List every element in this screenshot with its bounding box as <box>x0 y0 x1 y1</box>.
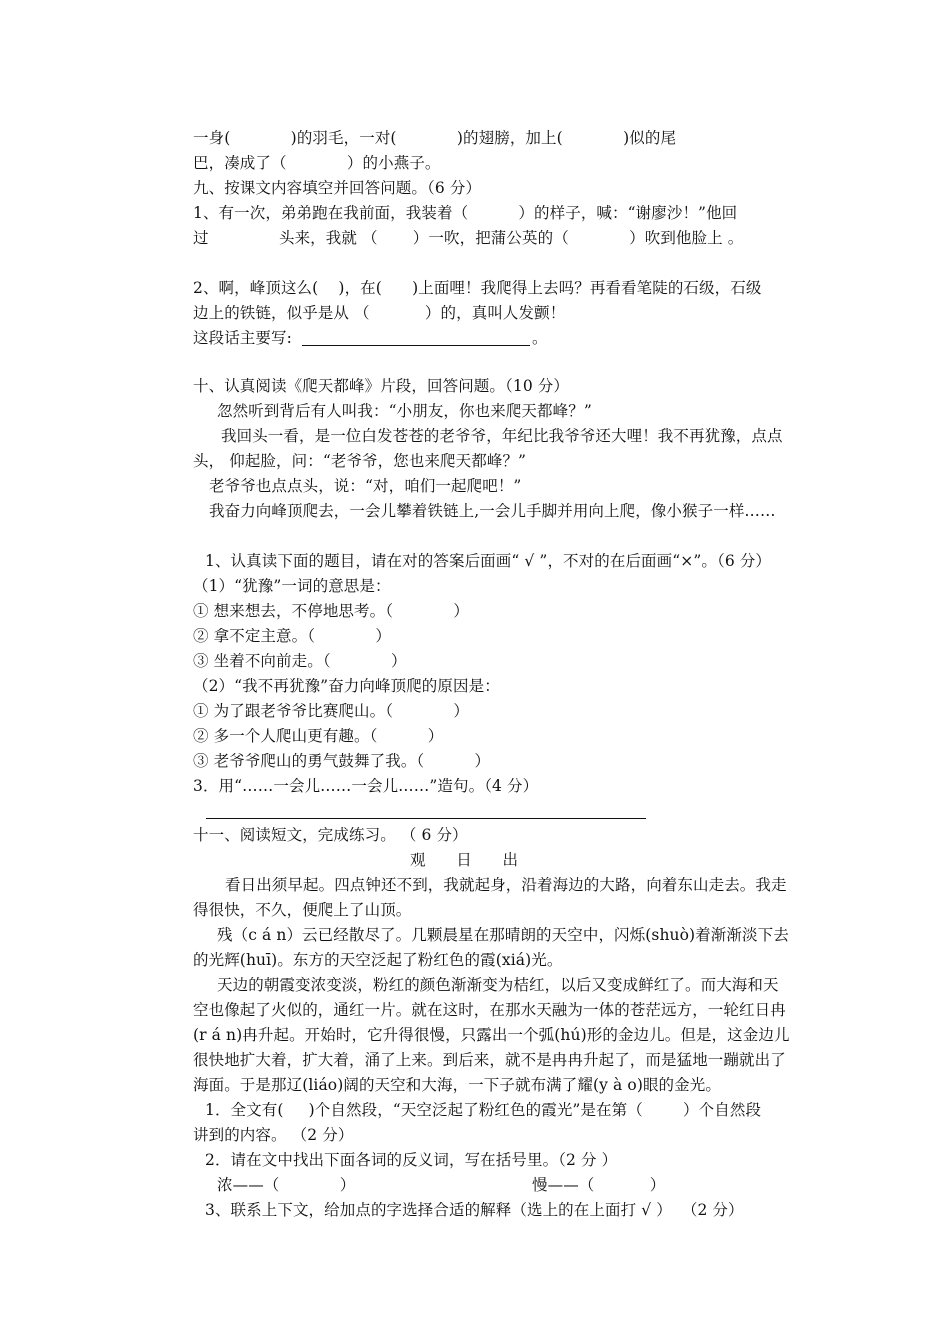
question-line: 2．请在文中找出下面各词的反义词，写在括号里。（2 分 ） <box>205 1151 618 1169</box>
option-line: ① 为了跟老爷爷比赛爬山。（ ） <box>193 702 470 720</box>
text-line: 巴，凑成了（ ）的小燕子。 <box>193 154 441 172</box>
section-heading-11: 十一、阅读短文，完成练习。 （ 6 分） <box>193 826 468 844</box>
passage-line: 忽然听到背后有人叫我：“小朋友，你也来爬天都峰？” <box>217 402 592 420</box>
option-line: ② 拿不定主意。（ ） <box>193 627 392 645</box>
text-line: 过 头来，我就 （ ）一吹，把蒲公英的（ ）吹到他脸上 。 <box>193 229 744 247</box>
summary-prompt: 这段话主要写: <box>193 329 292 347</box>
section-heading-10: 十、认真阅读《爬天都峰》片段，回答问题。（10 分） <box>193 377 570 395</box>
question-line: 讲到的内容。 （2 分） <box>193 1126 354 1144</box>
passage-line: 看日出须早起。四点钟还不到，我就起身，沿着海边的大路，向着东山走去。我走 <box>225 876 787 894</box>
passage-line: 天边的朝霞变浓变淡，粉红的颜色渐渐变为桔红，以后又变成鲜红了。而大海和天 <box>217 976 779 994</box>
passage-line: 空也像起了火似的，通红一片。就在这时，在那水天融为一体的苍茫远方，一轮红日冉 <box>193 1001 786 1019</box>
question-line: 3．用“……一会儿……一会儿……”造句。（4 分） <box>193 777 539 795</box>
passage-line: (r á n)冉升起。开始时，它升得很慢，只露出一个弧(hú)形的金边儿。但是，这金边儿 <box>193 1026 790 1044</box>
option-line: ② 多一个人爬山更有趣。（ ） <box>193 727 444 745</box>
summary-end-mark: 。 <box>532 329 548 347</box>
question-line: 3、联系上下文，给加点的字选择合适的解释（选上的在上面打 √ ） （2 分） <box>205 1201 744 1219</box>
passage-line: 的光辉(huī)。东方的天空泛起了粉红色的霞(xiá)光。 <box>193 951 563 969</box>
answer-line <box>206 818 646 819</box>
text-line: 边上的铁链，似乎是从 （ ）的，真叫人发颤！ <box>193 304 566 322</box>
passage-line: 老爷爷也点点头，说：“对，咱们一起爬吧！” <box>209 477 522 495</box>
question-line: （2）“我不再犹豫”奋力向峰顶爬的原因是： <box>193 677 500 695</box>
antonym-item: 慢——（ ） <box>532 1176 666 1194</box>
text-line: 2、啊，峰顶这么( )，在( )上面哩！我爬得上去吗？再看看笔陡的石级，石级 <box>193 279 762 297</box>
question-line: 1、认真读下面的题目，请在对的答案后面画“ √ ”，不对的在后面画“×”。（6 分） <box>205 552 772 570</box>
answer-line <box>302 345 530 346</box>
section-heading-9: 九、按课文内容填空并回答问题。（6 分） <box>193 179 482 197</box>
option-line: ③ 老爷爷爬山的勇气鼓舞了我。（ ） <box>193 752 491 770</box>
question-line: （1）“犹豫”一词的意思是： <box>193 577 391 595</box>
passage-line: 很快地扩大着，扩大着，涌了上来。到后来，就不是冉冉升起了，而是猛地一蹦就出了 <box>193 1051 786 1069</box>
text-line: 1、有一次，弟弟跑在我前面，我装着（ ）的样子，喊：“谢廖沙！”他回 <box>193 204 738 222</box>
passage-line: 残（c á n）云已经散尽了。几颗晨星在那晴朗的天空中，闪烁(shuò)着渐渐淡下去 <box>217 926 789 944</box>
option-line: ③ 坐着不向前走。（ ） <box>193 652 407 670</box>
passage-line: 得很快，不久，便爬上了山顶。 <box>193 901 412 919</box>
passage-line: 海面。于是那辽(liáo)阔的天空和大海，一下子就布满了耀(y à o)眼的金光。 <box>193 1076 721 1094</box>
passage-title: 观 日 出 <box>410 851 523 869</box>
option-line: ① 想来想去，不停地思考。（ ） <box>193 602 470 620</box>
passage-line: 我回头一看，是一位白发苍苍的老爷爷，年纪比我爷爷还大哩！我不再犹豫，点点 <box>221 427 783 445</box>
passage-line: 头， 仰起脸，问：“老爷爷，您也来爬天都峰？” <box>193 452 527 470</box>
question-line: 1．全文有( )个自然段，“天空泛起了粉红色的霞光”是在第（ ）个自然段 <box>205 1101 762 1119</box>
text-line: 一身( )的羽毛，一对( )的翅膀，加上( )似的尾 <box>193 129 677 147</box>
passage-line: 我奋力向峰顶爬去，一会儿攀着铁链上,一会儿手脚并用向上爬，像小猴子一样…… <box>209 502 776 520</box>
antonym-item: 浓——（ ） <box>217 1176 356 1194</box>
